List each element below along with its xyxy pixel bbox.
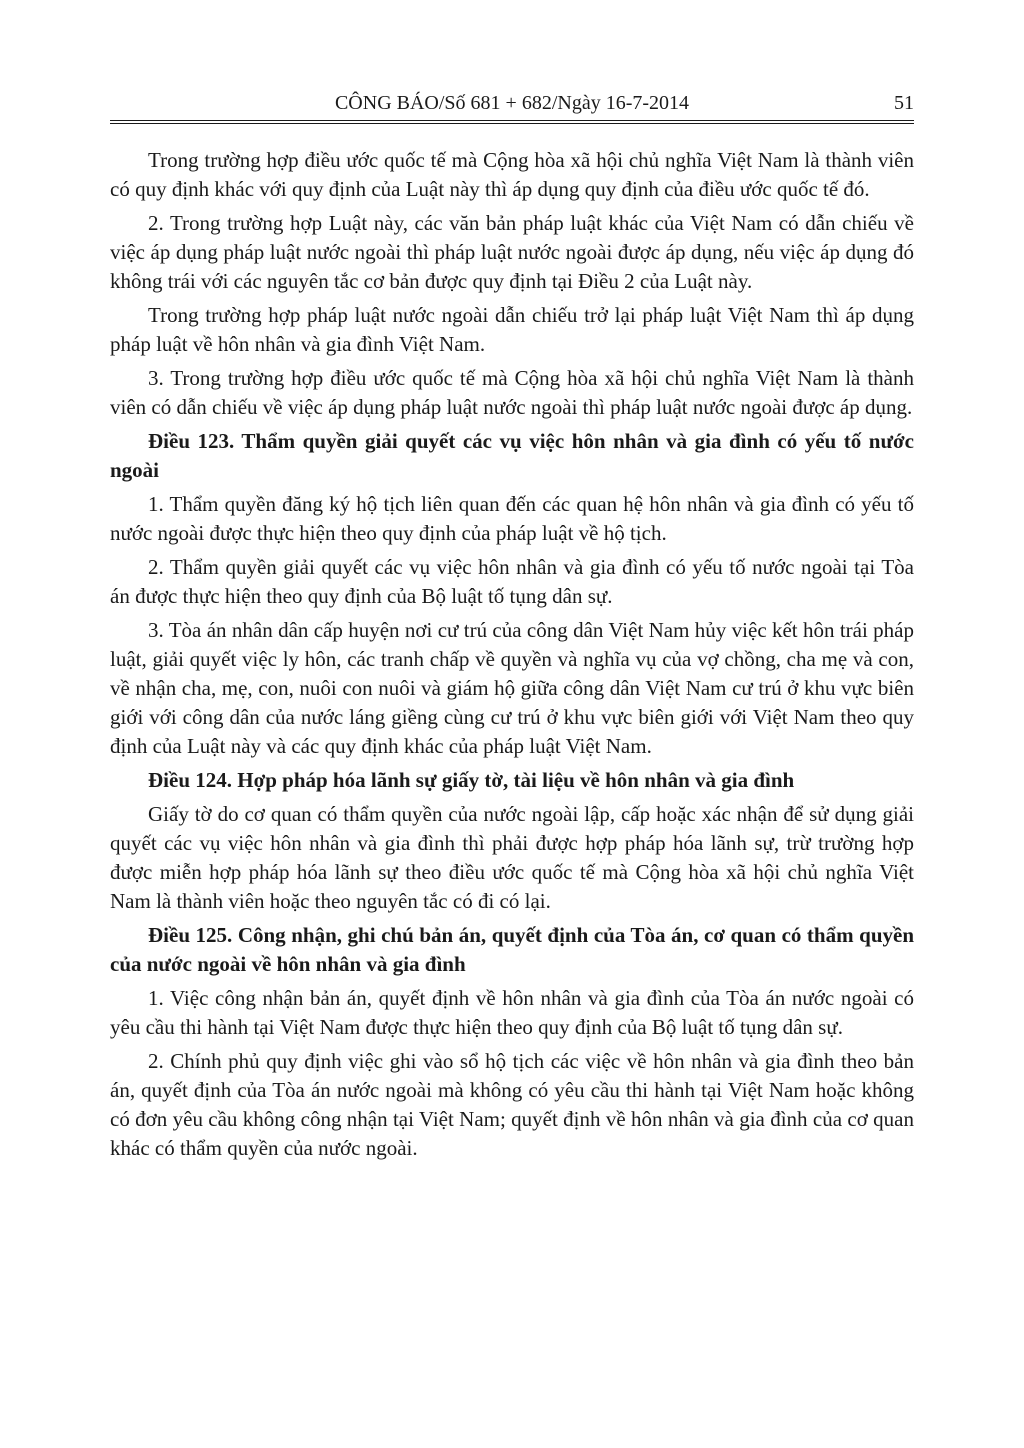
page-header xyxy=(110,88,914,118)
paragraph: 2. Thẩm quyền giải quyết các vụ việc hôn nhân và gia đình có yếu tố nước ngoài tại Tòa án được thực hiện theo quy định của Bộ luật tố tụng dân sự. xyxy=(110,555,914,608)
paragraph: 3. Tòa án nhân dân cấp huyện nơi cư trú của công dân Việt Nam hủy việc kết hôn trái pháp luật, giải quyết việc ly hôn, các tranh chấp về quyền và nghĩa vụ của vợ chồng, cha mẹ và con, về nhận cha, mẹ, con, nuôi con nuôi và giám hộ giữa công dân Việt Nam cư trú ở khu vực biên giới với công dân của nước láng giềng cùng cư trú ở khu vực biên giới với Việt Nam theo quy định của Luật này và các quy định khác của pháp luật Việt Nam. xyxy=(110,618,914,758)
paragraph: 1. Thẩm quyền đăng ký hộ tịch liên quan đến các quan hệ hôn nhân và gia đình có yếu tố nước ngoài được thực hiện theo quy định của pháp luật về hộ tịch. xyxy=(110,492,914,545)
article-heading-124: Điều 124. Hợp pháp hóa lãnh sự giấy tờ, tài liệu về hôn nhân và gia đình xyxy=(148,768,795,792)
paragraph: Giấy tờ do cơ quan có thẩm quyền của nước ngoài lập, cấp hoặc xác nhận để sử dụng giải quyết các vụ việc hôn nhân và gia đình thì phải được hợp pháp hóa lãnh sự, trừ trường hợp được miễn hợp pháp hóa lãnh sự theo điều ước quốc tế mà Cộng hòa xã hội chủ nghĩa Việt Nam là thành viên hoặc theo nguyên tắc có đi có lại. xyxy=(110,802,914,913)
paragraph: 2. Chính phủ quy định việc ghi vào sổ hộ tịch các việc về hôn nhân và gia đình theo bản án, quyết định của Tòa án nước ngoài mà không có yêu cầu thi hành tại Việt Nam hoặc không có đơn yêu cầu không công nhận tại Việt Nam; quyết định về hôn nhân và gia đình của cơ quan khác có thẩm quyền của nước ngoài. xyxy=(110,1049,914,1160)
paragraph: 2. Trong trường hợp Luật này, các văn bản pháp luật khác của Việt Nam có dẫn chiếu về việc áp dụng pháp luật nước ngoài thì pháp luật nước ngoài được áp dụng, nếu việc áp dụng đó không trái với các nguyên tắc cơ bản được quy định tại Điều 2 của Luật này. xyxy=(110,211,914,293)
paragraph: Trong trường hợp pháp luật nước ngoài dẫn chiếu trở lại pháp luật Việt Nam thì áp dụng pháp luật về hôn nhân và gia đình Việt Nam. xyxy=(110,303,914,356)
document-page xyxy=(110,88,914,1168)
paragraph: 3. Trong trường hợp điều ước quốc tế mà Cộng hòa xã hội chủ nghĩa Việt Nam là thành viên có dẫn chiếu về việc áp dụng pháp luật nước ngoài thì pháp luật nước ngoài được áp dụng. xyxy=(110,366,914,419)
article-heading-123: Điều 123. Thẩm quyền giải quyết các vụ việc hôn nhân và gia đình có yếu tố nước ngoài xyxy=(110,429,914,482)
header-double-rule xyxy=(110,120,914,124)
header-title: CÔNG BÁO/Số 681 + 682/Ngày 16-7-2014 xyxy=(334,92,690,114)
page-number: 51 xyxy=(894,92,914,114)
document-body xyxy=(110,146,914,1163)
paragraph: 1. Việc công nhận bản án, quyết định về hôn nhân và gia đình của Tòa án nước ngoài có yêu cầu thi hành tại Việt Nam được thực hiện theo quy định của Bộ luật tố tụng dân sự. xyxy=(110,986,914,1039)
paragraph: Trong trường hợp điều ước quốc tế mà Cộng hòa xã hội chủ nghĩa Việt Nam là thành viên có quy định khác với quy định của Luật này thì áp dụng quy định của điều ước quốc tế đó. xyxy=(110,148,914,201)
article-heading-125: Điều 125. Công nhận, ghi chú bản án, quyết định của Tòa án, cơ quan có thẩm quyền của nước ngoài về hôn nhân và gia đình xyxy=(110,923,914,976)
